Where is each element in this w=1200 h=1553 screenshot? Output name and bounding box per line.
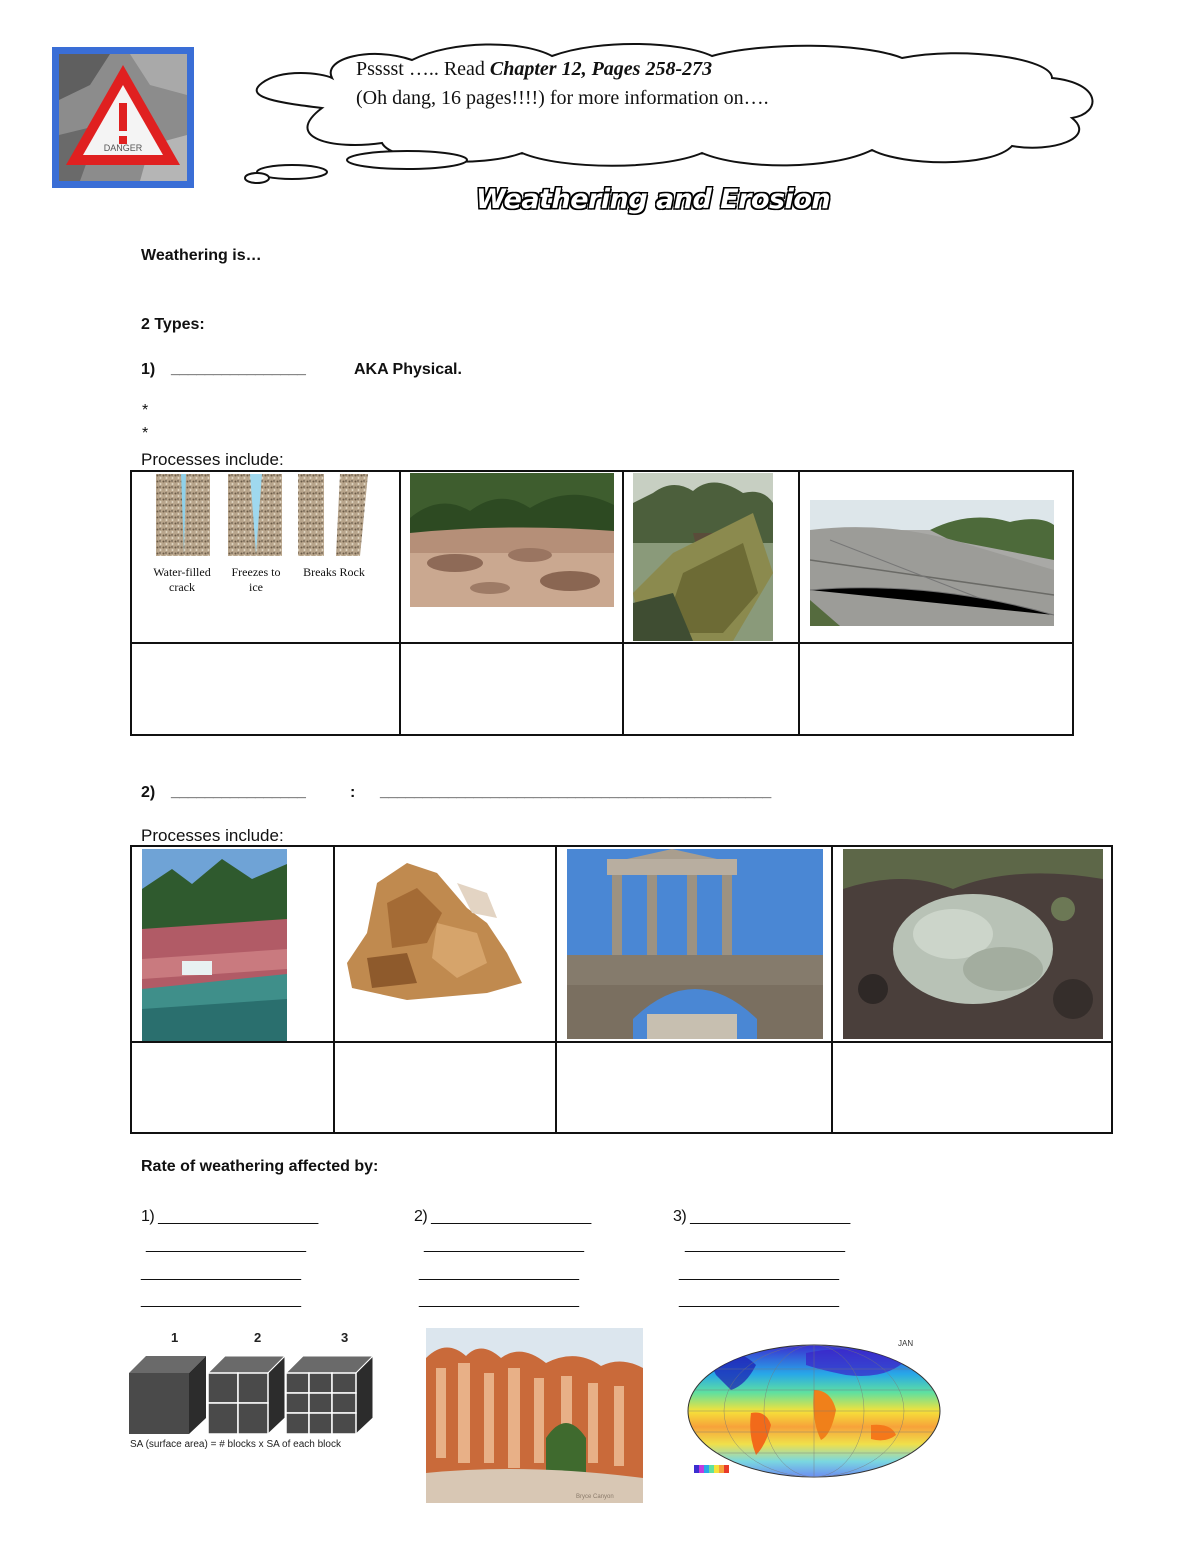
surface-area-cubes-diagram bbox=[126, 1328, 376, 1453]
stone-arch-photo bbox=[567, 849, 823, 1039]
river-potholes-photo bbox=[410, 473, 614, 607]
root-wedging-photo bbox=[633, 473, 773, 641]
rate-factor-2-line-1: ___________________ bbox=[424, 1236, 584, 1253]
map-legend bbox=[694, 1462, 734, 1478]
rate-factor-3-line-3: ___________________ bbox=[679, 1291, 839, 1308]
page-title: Weathering and Erosion bbox=[476, 184, 831, 215]
chapter-reference: Chapter 12, Pages 258-273 bbox=[489, 58, 713, 80]
processes-label-2: Processes include: bbox=[141, 826, 284, 845]
hoodoos-photo bbox=[426, 1328, 643, 1503]
cube-number-2: 2 bbox=[254, 1330, 262, 1345]
rate-factor-3-line-2: ___________________ bbox=[679, 1264, 839, 1281]
cube-number-3: 3 bbox=[341, 1330, 349, 1345]
processes-label-1: Processes include: bbox=[141, 450, 284, 469]
rate-factor-1-line-3: ___________________ bbox=[141, 1291, 301, 1308]
rate-factor-2: 2) ___________________ bbox=[414, 1208, 591, 1225]
cloud-line-1 bbox=[356, 58, 712, 81]
cloud-line-1-prefix: Psssst ….. Read bbox=[356, 58, 490, 80]
oxidized-rock-photo bbox=[347, 863, 522, 1000]
type1-aka: AKA Physical. bbox=[354, 361, 462, 378]
svg-text:DANGER: DANGER bbox=[103, 143, 143, 153]
type1-blank: ________________ bbox=[171, 360, 306, 377]
type2-long-blank: ______________________________________________ bbox=[380, 783, 771, 800]
rate-factor-2-line-2: ___________________ bbox=[419, 1264, 579, 1281]
hoodoo-credit: Bryce Canyon bbox=[576, 1494, 614, 1500]
warning-icon bbox=[50, 45, 196, 190]
bullet-2: * bbox=[142, 425, 149, 442]
bullet-1: * bbox=[142, 402, 149, 419]
rate-factor-3: 3) ___________________ bbox=[673, 1208, 850, 1225]
rate-factor-1-line-2: ___________________ bbox=[141, 1264, 301, 1281]
rate-factor-1: 1) ___________________ bbox=[141, 1208, 318, 1225]
frost-caption-3: Breaks Rock bbox=[303, 565, 365, 579]
weathering-is-label: Weathering is… bbox=[141, 247, 262, 264]
type2-number: 2) bbox=[141, 784, 156, 801]
mechanical-processes-table bbox=[130, 470, 1074, 736]
frost-caption-1: Water-filled crack bbox=[153, 565, 211, 594]
frost-caption-2: Freezes to ice bbox=[231, 565, 281, 594]
type2-blank: ________________ bbox=[171, 783, 306, 800]
chemical-processes-table bbox=[130, 845, 1113, 1134]
climate-map bbox=[686, 1335, 944, 1483]
types-heading: 2 Types: bbox=[141, 316, 205, 333]
type1-number: 1) bbox=[141, 361, 156, 378]
rate-factor-3-line-1: ___________________ bbox=[685, 1236, 845, 1253]
type2-colon: : bbox=[350, 784, 356, 801]
cloud-line-2: (Oh dang, 16 pages!!!!) for more information on…. bbox=[356, 87, 769, 109]
red-rock-stream-photo bbox=[142, 849, 287, 1041]
rate-factor-2-line-3: ___________________ bbox=[419, 1291, 579, 1308]
rate-factor-1-line-1: ___________________ bbox=[146, 1236, 306, 1253]
exfoliation-dome-photo bbox=[810, 500, 1054, 626]
cube-caption: SA (surface area) = # blocks x SA of each block bbox=[130, 1439, 341, 1450]
lichen-photo bbox=[843, 849, 1103, 1039]
cube-number-1: 1 bbox=[171, 1330, 179, 1345]
rate-heading: Rate of weathering affected by: bbox=[141, 1158, 379, 1175]
map-month-label: JAN bbox=[898, 1339, 914, 1348]
